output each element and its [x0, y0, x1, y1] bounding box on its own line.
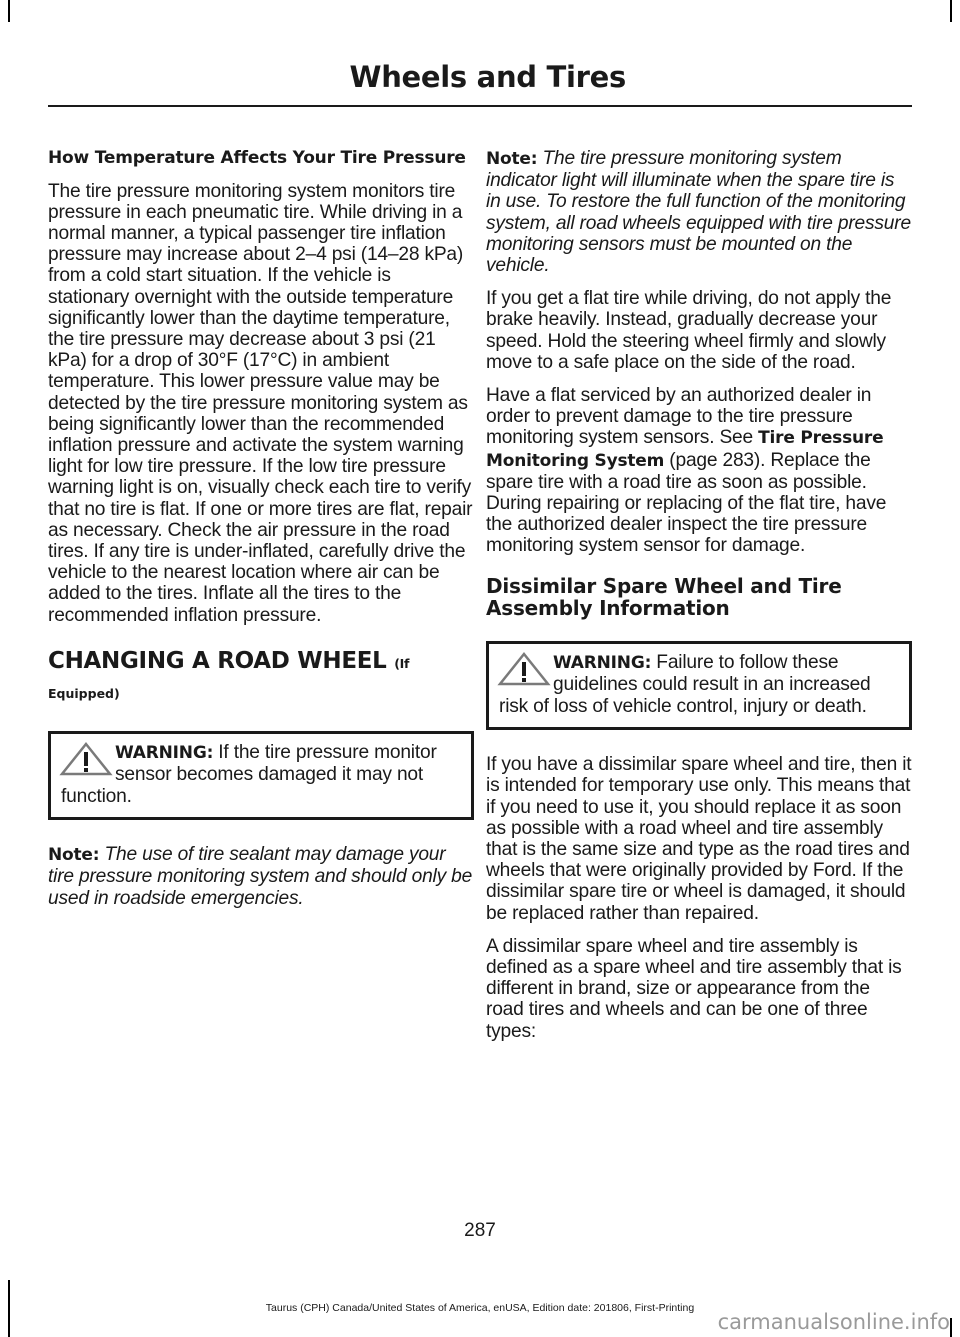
watermark-text: carmanualsonline.info: [717, 1310, 950, 1334]
note-text: The tire pressure monitoring system indicator light will illuminate when the spare tire is in use. To restore the full function of the monitoring system, all road wheels equipped with tire pressure monitoring sensors must be mounted on the vehicle.: [486, 148, 911, 277]
section-equipped-note: Equipped): [48, 685, 120, 701]
warning-label: WARNING:: [553, 652, 652, 673]
indicator-note: [486, 148, 912, 276]
crop-mark-top-right: [950, 0, 952, 22]
warning-text: Failure to follow these guidelines could result in an increased risk of loss of vehicle control, injury or death.: [499, 651, 871, 717]
dissimilar-paragraph-2: A dissimilar spare wheel and tire assembly is defined as a spare wheel and tire assembly that is different in brand, size or appearance from the road tires and wheels and can be one of three types:: [486, 935, 902, 1042]
warning-text: If the tire pressure monitor sensor becomes damaged it may not function.: [61, 741, 437, 807]
section-title-suffix: (If: [394, 655, 410, 671]
warning-box-dissimilar: [486, 641, 912, 731]
service-paragraph: [486, 385, 912, 557]
edition-footer: Taurus (CPH) Canada/United States of America, enUSA, Edition date: 201806, First-Printing: [265, 1302, 695, 1314]
left-column: [48, 148, 474, 921]
warning-triangle-icon: [497, 652, 551, 686]
temperature-paragraph: The tire pressure monitoring system monitors tire pressure in each pneumatic tire. While driving in a normal manner, a typical passenger tire inflation pressure may increase about 2–4 psi (14–28 kPa) from a cold start situation. If the vehicle is stationary overnight with the outside temperature significantly lower than the daytime temperature, the tire pressure may decrease about 3 psi (21 kPa) for a drop of 30°F (17°C) in ambient temperature. This lower pressure value may be detected by the tire pressure monitoring system as being significantly lower than the recommended inflation pressure and activate the system warning light for low tire pressure. If the low tire pressure warning light is on, visually check each tire to verify that no tire is flat. If one or more tires are flat, repair as necessary. Check the air pressure in the road tires. If any tire is under-inflated, carefully drive the vehicle to the nearest location where air can be added to the tires. Inflate all the tires to the recommended inflation pressure.: [48, 180, 473, 626]
note-text: The use of tire sealant may damage your tire pressure monitoring system and should only be used in roadside emergencies.: [48, 844, 473, 909]
crop-mark-top-left: [8, 0, 10, 22]
right-column: [486, 148, 912, 1054]
warning-box-sensor: [48, 731, 474, 821]
service-text-end: (page 283). Replace the spare tire with a road tire as soon as possible. During repairing or replacing of the flat tire, have the authorized dealer inspect the tire pressure monitoring system sensor for damage.: [486, 449, 887, 557]
dissimilar-paragraph-1: If you have a dissimilar spare wheel and tire, then it is intended for temporary use only. This means that if you need to use it, you should replace it as soon as possible with a road wheel and tire assembly that is the same size and type as the road tires and wheels that were originally provided by Ford. If the dissimilar spare tire or wheel is damaged, it should be replaced rather than repaired.: [486, 754, 912, 924]
header-divider: [48, 105, 912, 107]
note-label: Note:: [486, 149, 538, 169]
page-number: 287: [464, 1220, 496, 1241]
flat-tire-paragraph: If you get a flat tire while driving, do not apply the brake heavily. Instead, gradually decrease your speed. Hold the steering wheel firmly and slowly move to a safe place on the side of the road.: [486, 288, 892, 373]
tpms-crossref-link[interactable]: Tire Pressure Monitoring System: [486, 428, 884, 471]
section-title-text: CHANGING A ROAD WHEEL: [48, 647, 387, 674]
crop-mark-bottom-right: [950, 1318, 952, 1337]
note-label: Note:: [48, 845, 100, 866]
service-text-start: Have a flat serviced by an authorized dealer in order to prevent damage to the tire pressure monitoring system sensors. See: [486, 385, 872, 449]
temperature-heading: How Temperature Affects Your Tire Pressure: [48, 148, 466, 168]
warning-triangle-icon: [59, 742, 113, 776]
section-title: [48, 648, 474, 677]
dissimilar-heading: Dissimilar Spare Wheel and Tire Assembly Information: [486, 573, 842, 620]
warning-label: WARNING:: [115, 742, 214, 763]
sealant-note: [48, 844, 474, 909]
page-header-title: Wheels and Tires: [349, 60, 626, 94]
